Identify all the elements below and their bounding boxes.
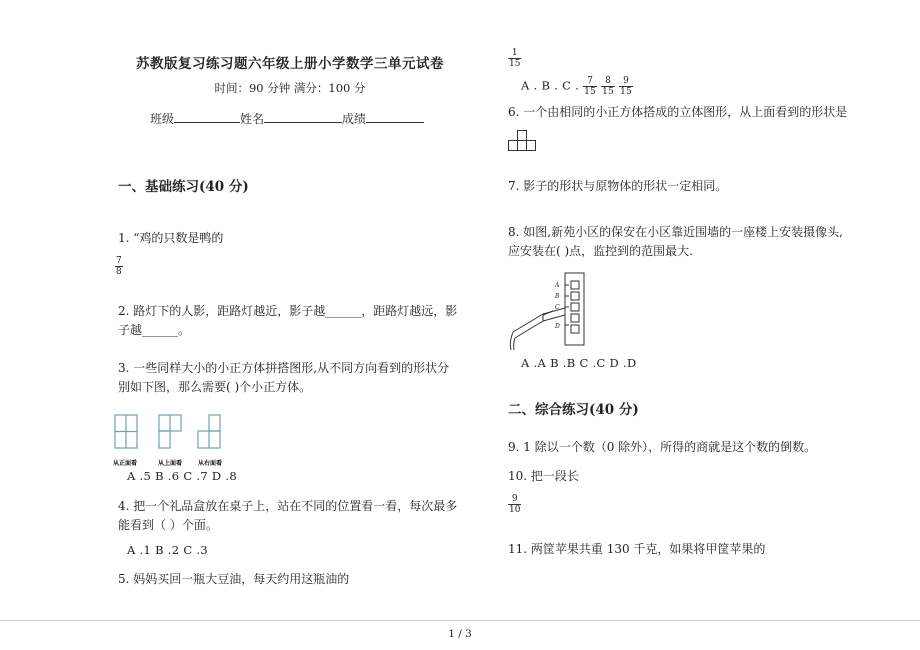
q5-option-frac-c: $\frac{9}{15}$ [620,76,633,97]
section2-heading: 二、综合练习(40 分) [508,402,639,418]
point-label-a: A [555,282,560,289]
top-view-icon [159,415,181,448]
section1-heading: 一、基础练习(40 分) [118,179,249,195]
question-3: 3. 一些同样大小的小正方体拼搭图形,从不同方向看到的形状分 别如下图，那么需要( )个小正方体。 [118,361,450,394]
class-label: 班级 [150,112,175,126]
page-title: 苏教版复习练习题六年级上册小学数学三单元试卷 [136,56,444,72]
question-8: 8. 如图,新苑小区的保安在小区靠近围墙的一座楼上安装摄像头, 应安装在( )点，监控到的范围最大. [508,225,843,258]
top-view-shape-figure [507,127,545,157]
page-divider [0,620,920,621]
building-camera-figure [503,270,593,354]
question-4: 4. 把一个礼品盒放在桌子上，站在不同的位置看一看，每次最多 能看到（ ）个面。 [118,499,458,532]
q5-option-frac-a: $\frac{7}{15}$ [584,76,597,97]
q5-option-frac-b: $\frac{8}{15}$ [602,76,615,97]
front-view-icon [115,415,137,448]
view-label-top: 从上面看 [158,460,183,467]
q3-options[interactable]: A .5 B .6 C .7 D .8 [127,469,237,483]
point-label-d: D [555,323,560,330]
question-5: 5. 妈妈买回一瓶大豆油，每天约用这瓶油的 [118,572,350,586]
class-blank[interactable] [174,110,240,123]
point-label-c: C [555,304,560,311]
view-label-right: 从右面看 [198,460,223,467]
q1-fraction: $\frac{7}{8}$ [116,256,122,277]
q5-options[interactable]: A . B . C . $\frac{7}{15}$ $\frac{8}{15}$ $\frac{9}{15}$ [521,76,633,97]
question-1: 1. “鸡的只数是鸭的 [118,231,224,245]
q4-options[interactable]: A .1 B .2 C .3 [127,543,208,557]
question-2: 2. 路灯下的人影，距路灯越近，影子越______，距路灯越远，影 子越______。 [118,304,458,337]
name-label: 姓名 [240,112,265,126]
view-label-front: 从正面看 [113,460,138,467]
question-9: 9. 1 除以一个数（0 除外），所得的商就是这个数的倒数。 [508,440,817,454]
name-blank[interactable] [264,110,342,123]
point-label-b: B [555,293,560,300]
page-number: 1 / 3 [448,628,472,640]
question-7: 7. 影子的形状与原物体的形状一定相同。 [508,179,728,193]
three-views-figure [112,412,232,470]
student-info-row [150,110,424,127]
score-label: 成绩 [342,112,367,126]
question-11: 11. 两筐苹果共重 130 千克，如果将甲筐苹果的 [508,542,766,556]
time-score-info: 时间：90 分钟 满分：100 分 [214,81,366,95]
right-view-icon [198,415,220,448]
q10-fraction: $\frac{9}{10}$ [509,494,521,515]
question-6: 6. 一个由相同的小正方体搭成的立体图形，从上面看到的形状是 [508,105,848,119]
q5-fraction: $\frac{1}{15}$ [509,48,521,69]
q8-options[interactable]: A .A B .B C .C D .D [521,356,637,370]
question-10: 10. 把一段长 [508,469,579,483]
score-blank[interactable] [366,110,424,123]
